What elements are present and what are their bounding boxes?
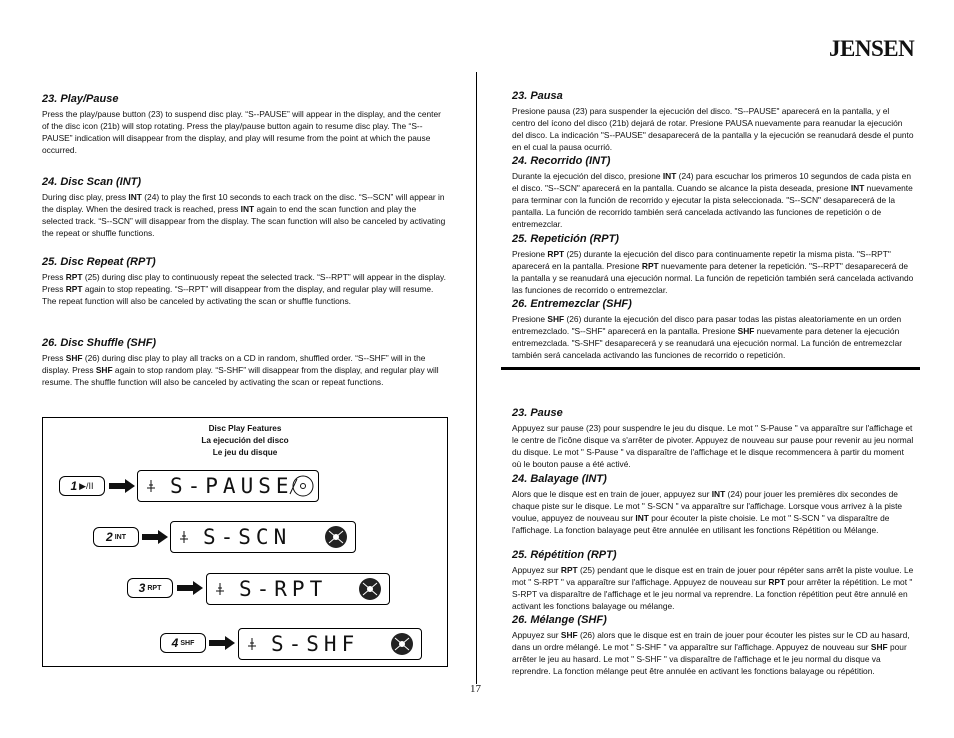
play-pause-icon: ▶/II — [79, 480, 94, 491]
indicator-icon — [245, 637, 259, 651]
lcd-display — [238, 628, 422, 660]
display-text: S-SCN — [203, 525, 292, 549]
shf-button — [160, 633, 206, 653]
section-es-25 — [512, 233, 914, 296]
section-title: 24. Balayage (INT) — [512, 473, 607, 485]
section-body: Appuyez sur SHF (26) alors que le disque est en train de jouer pour écouter les pistes sur le CD au hasard, dans un ordre mélangé. Le mot " S-SHF " va apparaître sur l'affichage. Appuyez de nouveau sur SHF pour arrêter le jeu au hasard. Le mot " S-SHF " va disparaître de l'affichage et le jeu normal du disque va reprendre. La fonction mélange peut être annulée en activant les fonctions balayage ou répétition. — [512, 630, 910, 676]
section-title: 26. Entremezclar (SHF) — [512, 298, 632, 310]
section-es-26 — [512, 298, 914, 361]
lcd-display — [206, 573, 390, 605]
section-title: 24. Recorrido (INT) — [512, 155, 611, 167]
section-title: 26. Disc Shuffle (SHF) — [42, 337, 157, 349]
button-number: 3 — [138, 581, 146, 595]
indicator-icon — [213, 582, 227, 596]
section-body: Press SHF (26) during disc play to play all tracks on a CD in random, shuffled order. “S--SHF” will in the display. Press SHF again to stop random play. “S-SHF” will disappear from the display, and regular play will resume. The shuffle function will also be canceled by activating the scan or repeat functions. — [42, 353, 439, 387]
button-label: RPT — [147, 584, 162, 592]
button-label: SHF — [180, 639, 195, 647]
section-es-23 — [512, 90, 914, 153]
arrow-right-icon — [209, 636, 235, 650]
display-text: S-PAUSE — [170, 474, 294, 498]
section-body: Press RPT (25) during disc play to continuously repeat the selected track. “S--RPT” will appear in the display. Press RPT again to stop repeating. “S--RPT” will disappear from the display, and regular play will resume. The repeat function will also be canceled by activating the scan or shuffle functions. — [42, 272, 446, 306]
play-pause-button — [59, 476, 105, 496]
section-fr-26 — [512, 614, 914, 677]
button-number: 2 — [106, 530, 113, 544]
section-body: Presione pausa (23) para suspender la ejecución del disco. "S--PAUSE" aparecerá en la pantalla, y el centro del ícono del disco (21b) dejará de rotar. Presione PAUSA nuevamente para reanudar la ejecución del disco. La indicación "S--PAUSE" desaparecerá de la pantalla y la ejecución se reanudará desde el punto en el cual la pausa ocurrió. — [512, 106, 914, 152]
figure-title-fr: Le jeu du disque — [212, 448, 278, 457]
section-body: Appuyez sur RPT (25) pendant que le disque est en train de jouer pour répéter sans arrêt la piste voulue. Le mot " S-RPT " va apparaître sur l'affichage. Appuyez de nouveau sur RPT pour arrêter la répétition. Le mot " S-RPT va disparaître de l'affichage et le jeu normal va reprendre. La fonction répétition peut être annulé en activant les fonctions balayage ou mélange. — [512, 565, 914, 611]
section-body: Presione SHF (26) durante la ejecución del disco para pasar todas las pistas aleatoriamente en un orden entremezclado. "S--SHF" aparecerá en la pantalla. Presione SHF nuevamente para detener la ejecución entremezclada. "S-SHF" desaparecerá y se reanudará una ejecución normal. La función de entremezclar también será cancelada activando las funciones de recorrido o repetición. — [512, 314, 903, 360]
display-text: S-SHF — [271, 632, 360, 656]
indicator-icon — [144, 479, 158, 493]
section-title: 24. Disc Scan (INT) — [42, 176, 142, 188]
disc-icon — [323, 525, 349, 549]
section-body: Press the play/pause button (23) to suspend disc play. “S--PAUSE” will appear in the display, and the center of the disc icon (21b) will stop rotating. Press the play/pause button again to resume disc play. The “S--PAUSE” indication will disappear from the display, and play will resume from the point at which the pause occurred. — [42, 109, 441, 155]
disc-icon — [389, 632, 415, 656]
int-button — [93, 527, 139, 547]
arrow-right-icon — [177, 581, 203, 595]
section-body: Appuyez sur pause (23) pour suspendre le jeu du disque. Le mot " S-Pause " va apparaître sur l'affichage et le centre de l'icône disque va s'arrêter de pivoter. Appuyez de nouveau sur pause pour revenir au jeu normal du disque. Le mot " S-Pause " va disparaître de l'affichage et le disque recommencera à partir du moment où le bouton pause a été activé. — [512, 423, 914, 469]
section-body: During disc play, press INT (24) to play the first 10 seconds to each track on the disc. “S--SCN” will appear in the display. When the desired track is reached, press INT again to end the scan function and play the selected track. “S--SCN” will disappear from the display. The scan function will also be canceled by activating the repeat or shuffle functions. — [42, 192, 446, 238]
language-divider — [501, 367, 920, 370]
section-fr-25 — [512, 549, 914, 612]
section-title: 23. Pausa — [512, 90, 563, 102]
display-text: S-RPT — [239, 577, 328, 601]
figure-title-es: La ejecución del disco — [201, 436, 289, 445]
section-en-26 — [42, 337, 446, 388]
section-title: 25. Répétition (RPT) — [512, 549, 617, 561]
disc-icon — [357, 577, 383, 601]
disc-play-features-figure — [42, 417, 448, 667]
section-title: 25. Disc Repeat (RPT) — [42, 256, 156, 268]
section-en-24 — [42, 176, 446, 239]
section-title: 23. Play/Pause — [42, 93, 119, 105]
rpt-button — [127, 578, 173, 598]
section-title: 23. Pause — [512, 407, 563, 419]
page-number: 17 — [470, 683, 481, 695]
arrow-right-icon — [142, 530, 168, 544]
section-fr-24 — [512, 473, 914, 536]
disc-icon — [288, 474, 314, 498]
lcd-display — [137, 470, 319, 502]
section-body: Presione RPT (25) durante la ejecución del disco para continuamente repetir la misma pista. "S--RPT" aparecerá en la pantalla. Presione RPT nuevamente para detener la repetición. "S--RPT" desaparecerá de la pantalla y se reanudará una ejecución normal. La función de repetición también será cancelada activando las funciones de recorrido o entremezclar. — [512, 249, 914, 295]
lcd-display — [170, 521, 356, 553]
column-divider — [476, 72, 477, 684]
indicator-icon — [177, 530, 191, 544]
section-body: Durante la ejecución del disco, presione INT (24) para escuchar los primeros 10 segundos de cada pista en el disco. "S--SCN" aparecerá en la pantalla. Cuando se alcance la pista deseada, presione INT nuevamente para terminar con la función de recorrido y ejecutar la pista seleccionada. "S--SCN" desaparecerá de la pantalla. La función de recorrido también será cancelada activando las funciones de repetición o de entremezclar. — [512, 171, 913, 229]
section-title: 26. Mélange (SHF) — [512, 614, 607, 626]
arrow-right-icon — [109, 479, 135, 493]
section-en-23 — [42, 93, 446, 156]
section-body: Alors que le disque est en train de jouer, appuyez sur INT (24) pour jouer les premières dix secondes de chaque piste sur le disque. Le mot " S-SCN " va apparaître sur l'affichage. Lorsque vous arrivez à la piste voulue, appuyez de nouveau sur INT pour écouter la piste choisie. Le mot " S-SCN " va disparaître de l'affichage. La fonction balayage peut être annulée en utilisant les fonctions Répétition ou Mélange. — [512, 489, 903, 535]
button-label: INT — [114, 533, 126, 541]
section-fr-23 — [512, 407, 914, 470]
section-en-25 — [42, 256, 446, 307]
section-es-24 — [512, 155, 914, 230]
jensen-logo: JENSEN — [829, 36, 915, 61]
button-number: 1 — [70, 479, 78, 493]
figure-title: Disc Play Features — [208, 424, 282, 433]
section-title: 25. Repetición (RPT) — [512, 233, 619, 245]
button-number: 4 — [171, 636, 179, 650]
